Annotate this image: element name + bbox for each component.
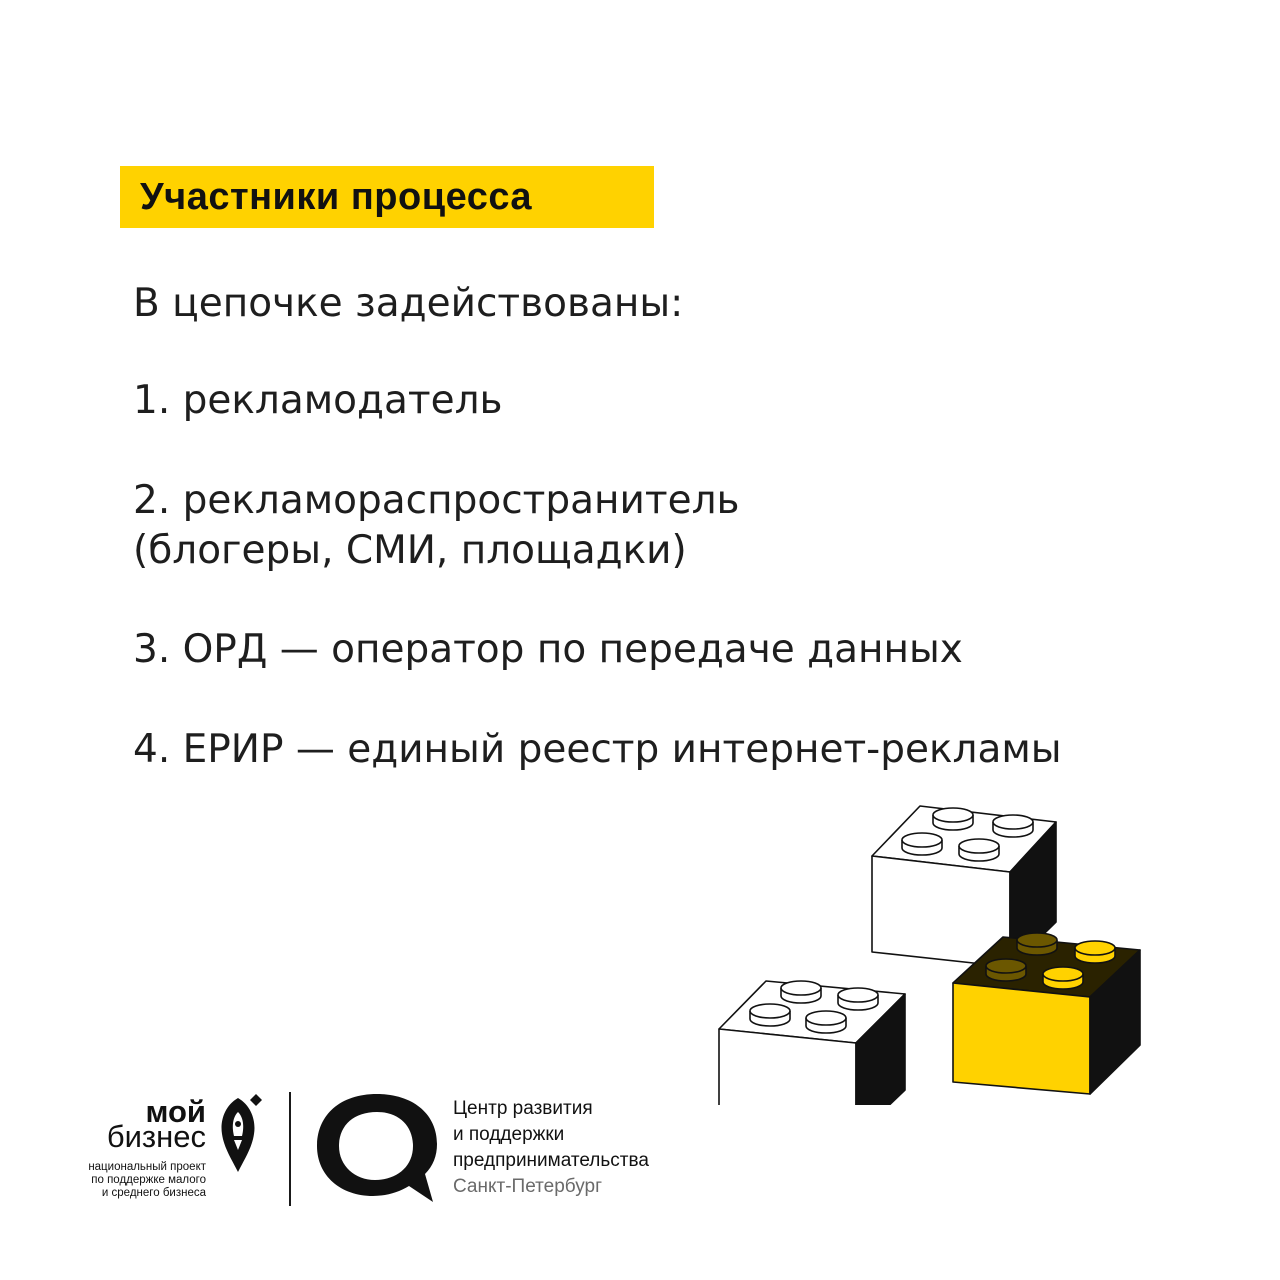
list-item-1: 1. рекламодатель: [133, 378, 503, 423]
moy-biznes-logo: [80, 1094, 270, 1208]
center-logo-text: [453, 1096, 649, 1200]
list-item-3: 3. ОРД — оператор по передаче данных: [133, 627, 963, 672]
rocket-pin-icon: [216, 1092, 266, 1176]
center-line-1: Центр развития: [453, 1098, 593, 1119]
tagline-line-2: по поддержке малого: [91, 1174, 206, 1186]
center-line-2: и поддержки: [453, 1124, 565, 1145]
speech-bubble-logo-icon: [313, 1090, 441, 1208]
tagline-line-3: и среднего бизнеса: [101, 1187, 206, 1199]
intro-text: В цепочке задействованы:: [133, 281, 684, 326]
logo-divider: [289, 1092, 291, 1206]
lego-bricks-icon: [700, 795, 1160, 1105]
list-item-2: 2. рекламораспространитель: [133, 478, 740, 523]
list-item-2-detail: (блогеры, СМИ, площадки): [133, 528, 687, 573]
center-city: Санкт-Петербург: [453, 1176, 603, 1197]
title-highlight: [120, 166, 654, 228]
tagline-line-1: национальный проект: [88, 1161, 206, 1173]
page-title: Участники процесса: [140, 176, 533, 218]
center-line-3: предпринимательства: [453, 1150, 649, 1171]
logo-moy-text: мой: [145, 1094, 206, 1129]
list-item-4: 4. ЕРИР — единый реестр интернет-рекламы: [133, 727, 1062, 772]
logo-biznes-text: бизнес: [106, 1119, 206, 1154]
logo-tagline: [88, 1161, 206, 1200]
